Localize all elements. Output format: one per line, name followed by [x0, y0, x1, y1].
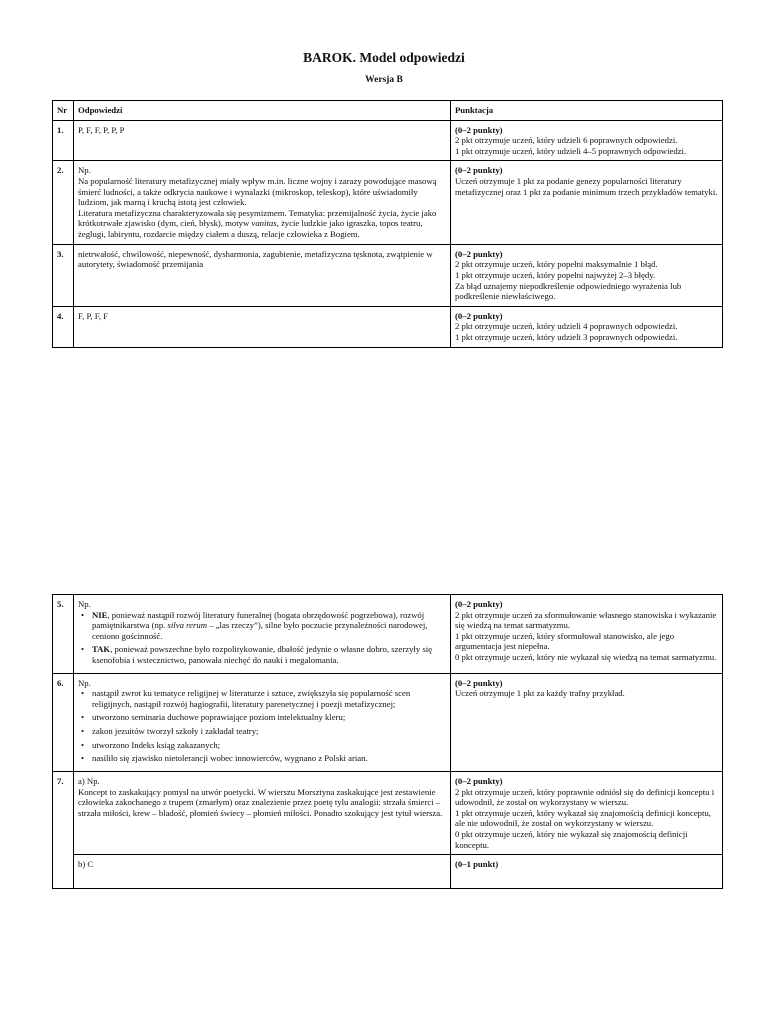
answer-text: F, P, F, F: [78, 310, 108, 321]
table-row: [53, 595, 723, 674]
table-row: [53, 244, 723, 306]
answer-text: P, F, F, P, P, P: [78, 124, 125, 135]
answer-cell: [74, 855, 451, 889]
answer-cell: [74, 306, 451, 347]
points-rule: Za błąd uznajemy niepodkreślenie odpowiedniego wyrażenia lub podkreślenie niewłaściwego.: [455, 280, 682, 302]
question-number: 2.: [53, 161, 74, 244]
answer-bullet-list: [78, 610, 446, 666]
points-rule: Uczeń otrzymuje 1 pkt za każdy trafny przykład.: [455, 688, 625, 699]
answer-paragraph: Na popularność literatury metafizycznej miały wpływ m.in. liczne wojny i zarazy powodujące masową śmierć ludności, a także odkrycia naukowe i wynalazki (mikroskop, teleskop), które uświadomiły ludziom, jak marną i kruchą istotą jest człowiek.: [78, 176, 437, 208]
question-number: 4.: [53, 306, 74, 347]
question-number: 7.: [53, 771, 74, 888]
table-row: [53, 855, 723, 889]
points-cell: [451, 771, 723, 854]
answer-intro: Np.: [78, 599, 91, 609]
answer-bullet-list: [78, 688, 446, 764]
points-range: (0–1 punkt): [455, 859, 499, 870]
list-item: • nastąpił zwrot ku tematyce religijnej w literaturze i sztuce, zwiększyła się popularność scen religijnych, nastąpił rozwój hagiografii, literatury parenetycznej i poezji metafizycznej;: [78, 688, 446, 709]
answer-cell: [74, 161, 451, 244]
answer-intro: Np.: [78, 165, 91, 176]
answer-key-table-part-1: [52, 100, 723, 348]
answer-cell: [74, 120, 451, 161]
points-cell: [451, 161, 723, 244]
points-rule: 1 pkt otrzymuje uczeń, który udzieli 3 poprawnych odpowiedzi.: [455, 331, 678, 342]
points-range: (0–2 punkty): [455, 599, 503, 609]
document-subtitle: Wersja B: [365, 75, 403, 85]
points-range: (0–2 punkty): [455, 775, 503, 786]
points-rule: 1 pkt otrzymuje uczeń, który popełni najwyżej 2–3 błędy.: [455, 269, 656, 280]
points-rule: 2 pkt otrzymuje uczeń, który poprawnie odniósł się do definicji konceptu i udowodnił, że został on wykorzystany w wierszu.: [455, 786, 715, 808]
answer-intro: Np.: [78, 677, 91, 688]
points-cell: [451, 306, 723, 347]
question-number: 5.: [53, 595, 74, 674]
table-row: [53, 120, 723, 161]
answer-key-table-part-2: [52, 594, 723, 889]
answer-subpart-label: a) Np.: [78, 775, 100, 786]
list-item: • zakon jezuitów tworzył szkoły i zakładał teatry;: [78, 726, 446, 737]
points-cell: [451, 244, 723, 306]
answer-cell: [74, 244, 451, 306]
answer-paragraph: Koncept to zaskakujący pomysł na utwór poetycki. W wierszu Morsztyna zaskakujące jest zestawienie człowieka zakochanego z trupem (zmarłym) oraz znalezienie przez poetę tylu analogii: strzała śmierci – strzała miłości, krew – bladość, płomień świecy – płomień miłości. Ponadto szokujący jest tytuł wiersza.: [78, 786, 443, 818]
points-rule: 0 pkt otrzymuje uczeń, który nie wykazał się wiedzą na temat sarmatyzmu.: [455, 652, 717, 663]
question-number: 6.: [53, 673, 74, 771]
list-item: • utworzono seminaria duchowe poprawiające poziom intelektualny kleru;: [78, 712, 446, 723]
list-item: • utworzono Indeks ksiąg zakazanych;: [78, 740, 446, 751]
points-rule: 2 pkt otrzymuje uczeń, który udzieli 6 poprawnych odpowiedzi.: [455, 135, 678, 146]
table-row: [53, 306, 723, 347]
points-range: (0–2 punkty): [455, 310, 503, 321]
question-number: 1.: [53, 120, 74, 161]
points-range: (0–2 punkty): [455, 165, 503, 176]
points-rule: 2 pkt otrzymuje uczeń, który popełni maksymalnie 1 błąd.: [455, 259, 658, 270]
question-number: 3.: [53, 244, 74, 306]
points-rule: 1 pkt otrzymuje uczeń, który udzieli 4–5 poprawnych odpowiedzi.: [455, 145, 687, 156]
answer-cell: [74, 595, 451, 674]
list-item: • TAK, ponieważ powszechne było rozpolitykowanie, dbałość jedynie o własne dobro, szerzyły się ksenofobia i wstecznictwo, panowała niechęć do nauki i megalomania.: [78, 644, 446, 665]
points-rule: 2 pkt otrzymuje uczeń za sformułowanie własnego stanowiska i wykazanie się wiedzą na temat sarmatyzmu.: [455, 609, 717, 631]
points-rule: 1 pkt otrzymuje uczeń, który wykazał się znajomością definicji konceptu, ale nie udowodnił, że został on wykorzystany w wierszu.: [455, 807, 711, 829]
points-range: (0–2 punkty): [455, 248, 503, 259]
points-rule: 1 pkt otrzymuje uczeń, który sformułował stanowisko, ale jego argumentacja jest niepełna.: [455, 630, 675, 652]
answer-paragraph: Literatura metafizyczna charakteryzowała się pesymizmem. Tematyka: przemijalność życia, życie jako krótkotrwałe zjawisko (dym, cień, błysk), motyw vanitas, życie ludzkie jako igraszka, topos teatru, żeglugi, labiryntu, rozdarcie między ciałem a duszą, relacje człowieka z Bogiem.: [78, 207, 437, 240]
answer-cell: [74, 771, 451, 854]
table-row: [53, 673, 723, 771]
list-item: • nasiliło się zjawisko nietolerancji wobec innowierców, wygnano z Polski arian.: [78, 753, 446, 764]
points-range: (0–2 punkty): [455, 124, 503, 135]
header-points: Punktacja: [451, 101, 723, 121]
points-cell: [451, 595, 723, 674]
header-nr: Nr: [53, 101, 74, 121]
answer-subpart-label: b) C: [78, 859, 94, 870]
points-rule: Uczeń otrzymuje 1 pkt za podanie genezy popularności literatury metafizycznej oraz 1 pkt za podanie minimum trzech przykładów tematyki.: [455, 176, 718, 197]
header-answers: Odpowiedzi: [74, 101, 451, 121]
points-cell: [451, 855, 723, 889]
answer-text: nietrwałość, chwilowość, niepewność, dysharmonia, zagubienie, metafizyczna tęsknota, zwątpienie w autorytety, świadomość przemijania: [78, 248, 433, 270]
points-range: (0–2 punkty): [455, 677, 503, 688]
answer-cell: [74, 673, 451, 771]
table-row: [53, 161, 723, 244]
table-row: [53, 771, 723, 854]
table-header-row: [53, 101, 723, 121]
points-cell: [451, 120, 723, 161]
points-rule: 2 pkt otrzymuje uczeń, który udzieli 4 poprawnych odpowiedzi.: [455, 321, 678, 332]
list-item: • NIE, ponieważ nastąpił rozwój literatury funeralnej (bogata obrzędowość pogrzebowa), rozwój pamiętnikarstwa (np. silva rerum – „las rzeczy”), silne było poczucie przynależności narodowej, ceniono gościnność.: [78, 610, 446, 642]
document-title: BAROK. Model odpowiedzi: [303, 50, 465, 65]
points-cell: [451, 673, 723, 771]
points-rule: 0 pkt otrzymuje uczeń, który nie wykazał się znajomością definicji konceptu.: [455, 828, 688, 850]
